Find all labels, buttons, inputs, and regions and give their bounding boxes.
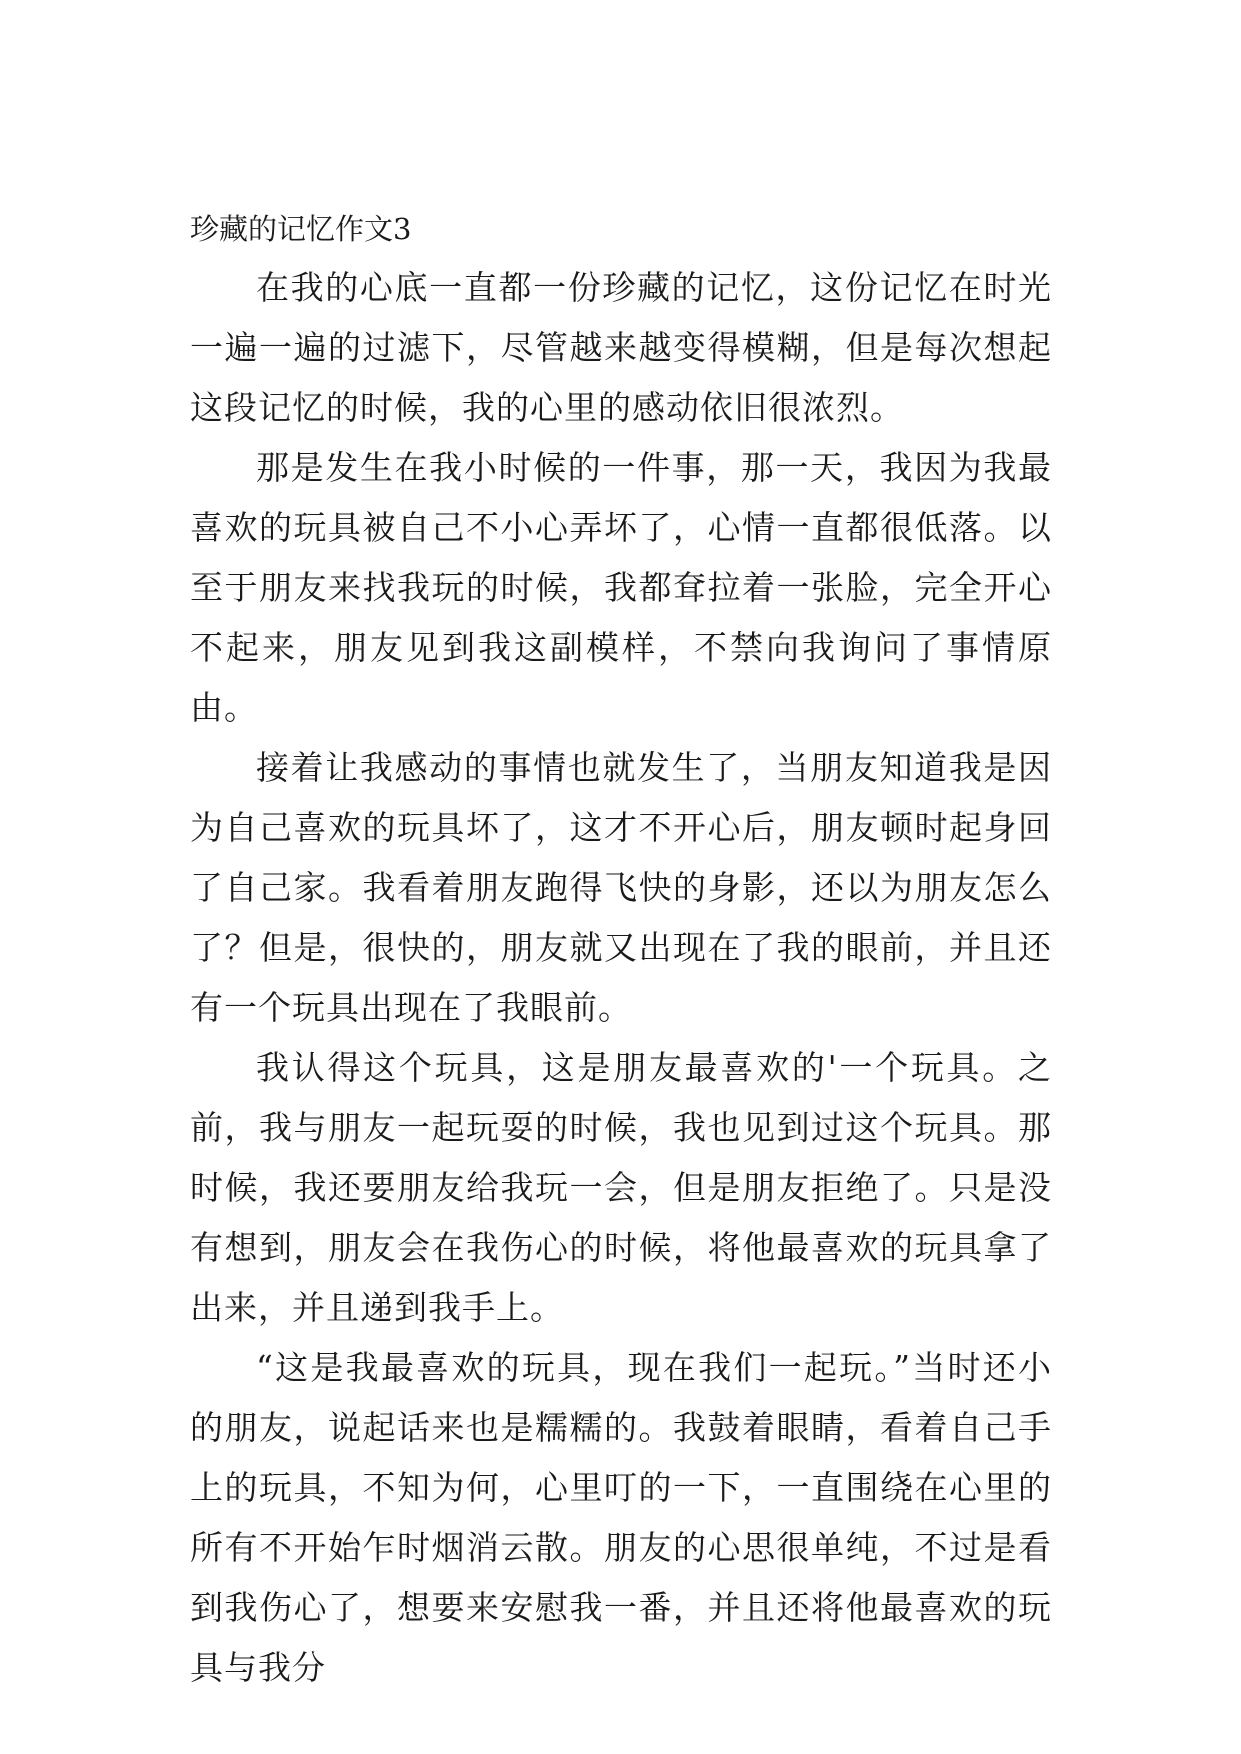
document-page <box>190 200 1052 1698</box>
paragraph-4: 我认得这个玩具，这是朋友最喜欢的'一个玩具。之前，我与朋友一起玩耍的时候，我也见到过这个玩具。那时候，我还要朋友给我玩一会，但是朋友拒绝了。只是没有想到，朋友会在我伤心的时候，将他最喜欢的玩具拿了出来，并且递到我手上。 <box>190 1048 1052 1327</box>
paragraph-5: “这是我最喜欢的玩具，现在我们一起玩。”当时还小的朋友，说起话来也是糯糯的。我鼓着眼睛，看着自己手上的玩具，不知为何，心里叮的一下，一直围绕在心里的所有不开始乍时烟消云散。朋友的心思很单纯，不过是看到我伤心了，想要来安慰我一番，并且还将他最喜欢的玩具与我分 <box>190 1348 1052 1687</box>
paragraph-1: 在我的心底一直都一份珍藏的记忆，这份记忆在时光一遍一遍的过滤下，尽管越来越变得模糊，但是每次想起这段记忆的时候，我的心里的感动依旧很浓烈。 <box>190 268 1052 427</box>
paragraph-2: 那是发生在我小时候的一件事，那一天，我因为我最喜欢的玩具被自己不小心弄坏了，心情一直都很低落。以至于朋友来找我玩的时候，我都耷拉着一张脸，完全开心不起来，朋友见到我这副模样，不禁向我询问了事情原由。 <box>190 448 1052 727</box>
document-title: 珍藏的记忆作文3 <box>190 212 412 246</box>
paragraph-3: 接着让我感动的事情也就发生了，当朋友知道我是因为自己喜欢的玩具坏了，这才不开心后，朋友顿时起身回了自己家。我看着朋友跑得飞快的身影，还以为朋友怎么了？但是，很快的，朋友就又出现在了我的眼前，并且还有一个玩具出现在了我眼前。 <box>190 748 1052 1027</box>
